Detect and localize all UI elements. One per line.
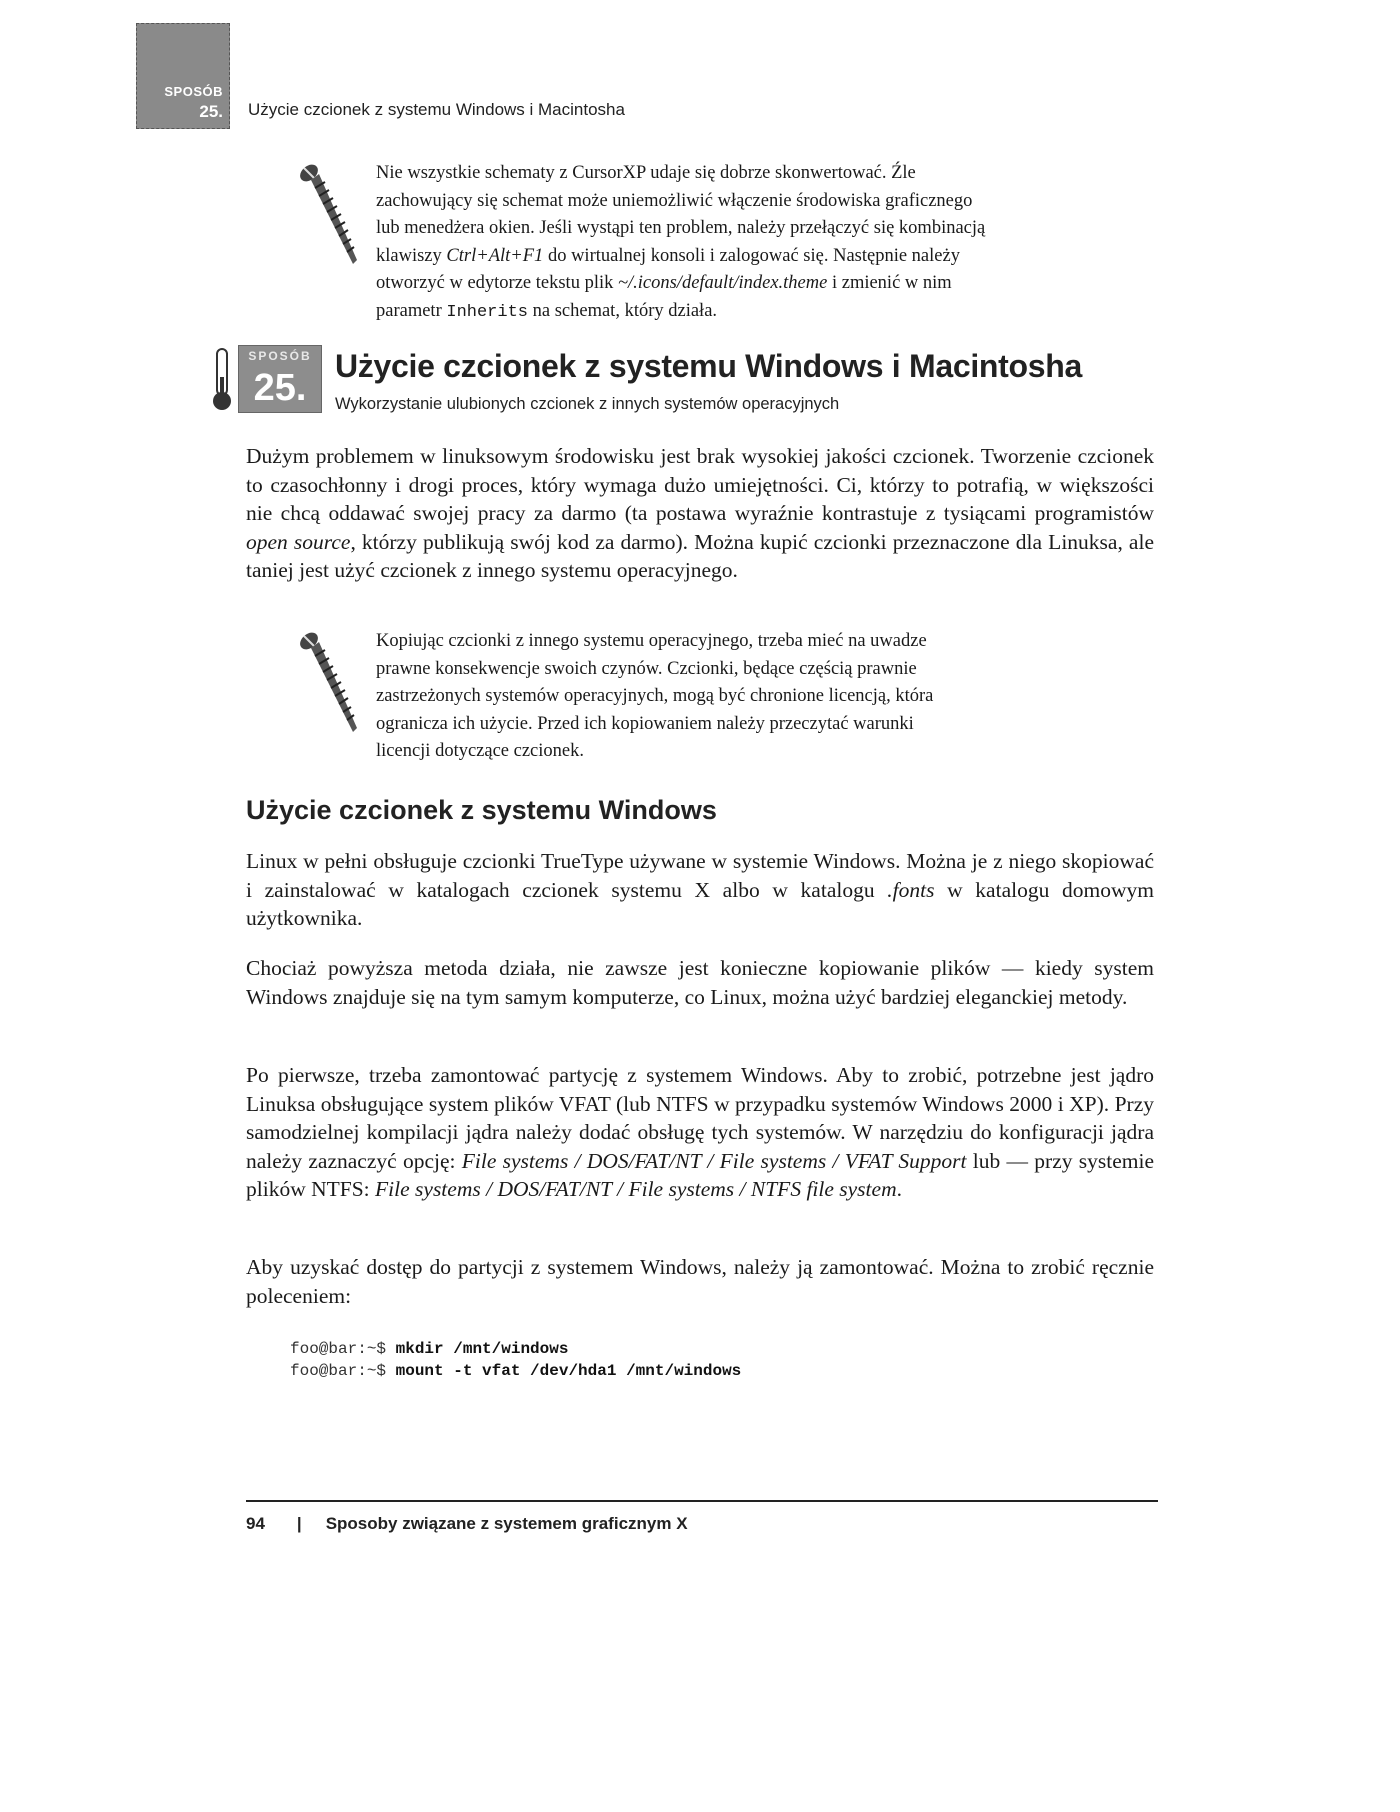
intro-paragraph: Dużym problemem w linuksowym środowisku jest brak wysokiej jakości czcionek. Tworzenie czcionek to czasochłonny i drogi proces, który wymaga dużo umiejętności. Ci, którzy to potrafią, w większości nie chcą oddawać swojej pracy za darmo (ta postawa wyraźnie kontrastuje z tysiącami programistów open source, którzy publikują swój kod za darmo). Można kupić czcionki przeznaczone dla Linuksa, ale taniej jest użyć czcionek z innego systemu operacyjnego. <box>246 444 1154 582</box>
paragraph-truetype: Linux w pełni obsługuje czcionki TrueType używane w systemie Windows. Można je z niego skopiować i zainstalować w katalogach czcionek systemu X albo w katalogu .fonts w katalogu domowym użytkownika. <box>246 849 1154 930</box>
note-cursorxp <box>376 160 1106 326</box>
page-number: 94 <box>246 1514 265 1533</box>
note-line: prawne konsekwencje swoich czynów. Czcionki, będące częścią prawnie <box>376 658 917 679</box>
note-line: Kopiując czcionki z innego systemu operacyjnego, trzeba mieć na uwadze <box>376 631 927 651</box>
note-line: parametr Inherits na schemat, który działa. <box>376 300 718 322</box>
chapter-title: Sposoby związane z systemem graficznym X <box>325 1514 688 1533</box>
note-line: otworzyć w edytorze tekstu plik ~/.icons/default/index.theme i zmienić w nim <box>376 273 952 293</box>
note-line: zachowujący się schemat może uniemożliwić włączenie środowiska graficznego <box>376 190 973 211</box>
note-line: klawiszy Ctrl+Alt+F1 do wirtualnej konsoli i zalogować się. Następnie należy <box>376 245 960 266</box>
page-footer <box>246 1514 688 1534</box>
note-line: zastrzeżonych systemów operacyjnych, mogą być chronione licencją, która <box>376 686 934 706</box>
code-line: foo@bar:~$ mkdir /mnt/windows <box>290 1340 569 1358</box>
paragraph-mount-partition: Po pierwsze, trzeba zamontować partycję z systemem Windows. Aby to zrobić, potrzebne jest jądro Linuksa obsługujące system plików VFAT (lub NTFS w przypadku systemów Windows 2000 i XP). Przy samodzielnej kompilacji jądra należy dodać obsługę tych systemów. W narzędziu do konfiguracji jądra należy zaznaczyć opcję: File systems / DOS/FAT/NT / File systems / VFAT Support lub — przy systemie plików NTFS: File systems / DOS/FAT/NT / File systems / NTFS file system. <box>246 1063 1155 1201</box>
screw-icon <box>295 160 365 280</box>
note-license <box>376 628 1106 766</box>
code-line: foo@bar:~$ mount -t vfat /dev/hda1 /mnt/windows <box>290 1362 742 1380</box>
thermometer-icon <box>210 347 234 413</box>
hack-subtitle: Wykorzystanie ulubionych czcionek z innych systemów operacyjnych <box>335 395 840 413</box>
hack-badge-label: SPOSÓB <box>248 349 312 363</box>
running-header-tab-number: 25. <box>199 102 223 121</box>
hack-badge-number: 25. <box>253 367 307 409</box>
hack-badge <box>238 345 322 413</box>
running-header-title: Użycie czcionek z systemu Windows i Macintosha <box>248 100 625 119</box>
subheading-windows: Użycie czcionek z systemu Windows <box>246 795 717 825</box>
paragraph-method: Chociaż powyższa metoda działa, nie zawsze jest konieczne kopiowanie plików — kiedy system Windows znajduje się na tym samym komputerze, co Linux, można użyć bardziej eleganckiej metody. <box>246 956 1154 1009</box>
screw-icon <box>295 628 365 748</box>
footer-separator: | <box>296 1514 302 1533</box>
running-header-tab-label: SPOSÓB <box>164 84 223 99</box>
hack-title: Użycie czcionek z systemu Windows i Macintosha <box>335 348 1083 384</box>
note-line: licencji dotyczące czcionek. <box>376 741 584 761</box>
note-line: lub menedżera okien. Jeśli wystąpi ten problem, należy przełączyć się kombinacją <box>376 218 986 238</box>
running-header-tab <box>136 23 230 129</box>
footer-rule <box>246 1500 1158 1502</box>
paragraph-access: Aby uzyskać dostęp do partycji z systemem Windows, należy ją zamontować. Można to zrobić ręcznie poleceniem: <box>246 1255 1154 1308</box>
note-line: Nie wszystkie schematy z CursorXP udaje się dobrze skonwertować. Źle <box>376 163 916 183</box>
note-line: ogranicza ich użycie. Przed ich kopiowaniem należy przeczytać warunki <box>376 713 914 734</box>
code-listing <box>290 1338 741 1382</box>
